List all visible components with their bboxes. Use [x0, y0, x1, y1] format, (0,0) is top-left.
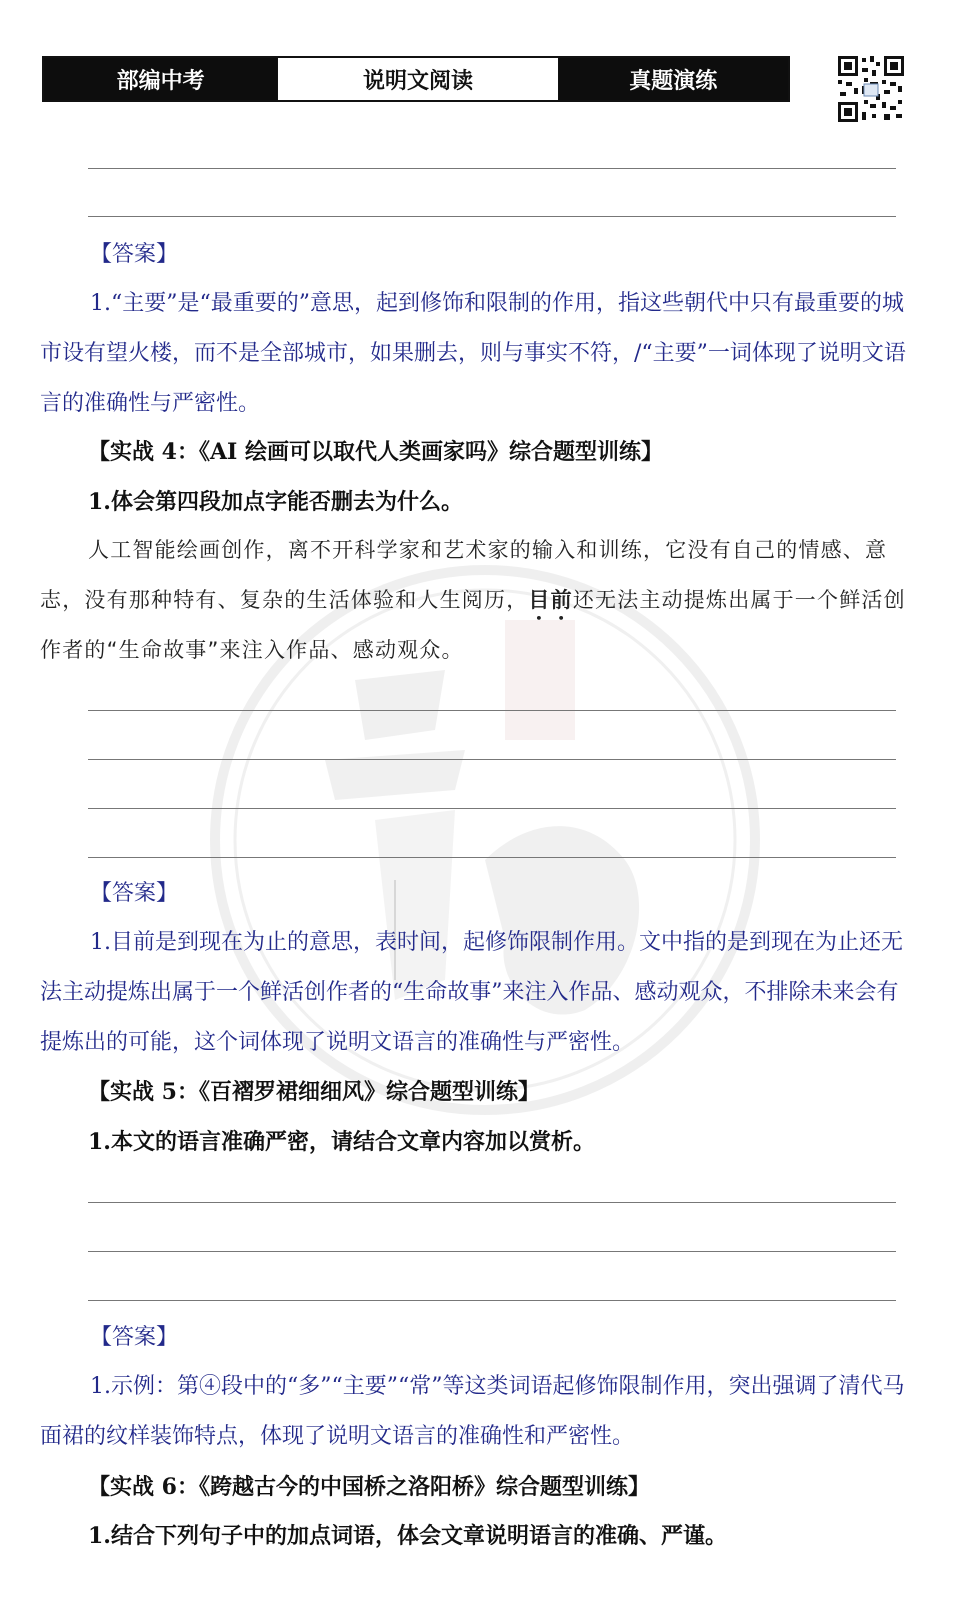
header-center-label: 说明文阅读 [277, 58, 558, 100]
answer-line [88, 1300, 896, 1301]
header-bar [42, 56, 790, 102]
answer-text: 1.目前是到现在为止的意思，表时间，起修饰限制作用。文中指的是到现在为止还无法主动提炼出属于一个鲜活创作者的“生命故事”来注入作品、感动观众，不排除未来会有提炼出的可能，这个词体现了说明文语言的准确性与严密性。 [40, 930, 903, 1055]
answer-tag: 【答案】 [90, 1325, 179, 1350]
answer-tag: 【答案】 [90, 881, 179, 906]
header-left-label: 部编中考 [44, 58, 277, 100]
header-right-label: 真题演练 [559, 58, 788, 100]
question-text: 1.本文的语言准确严密，请结合文章内容加以赏析。 [88, 1129, 595, 1155]
answer-line [88, 857, 896, 858]
question-text: 1.结合下列句子中的加点词语，体会文章说明语言的准确、严谨。 [88, 1523, 727, 1549]
answer-line [88, 710, 896, 711]
answer-line [88, 1202, 896, 1203]
answer-text: 1.“主要”是“最重要的”意思，起到修饰和限制的作用，指这些朝代中只有最重要的城市设有望火楼，而不是全部城市，如果删去，则与事实不符，/“主要”一词体现了说明文语言的准确性与严密性。 [40, 291, 906, 416]
answer-tag: 【答案】 [90, 242, 179, 267]
qr-code-icon [836, 54, 906, 124]
question-text: 1.体会第四段加点字能否删去为什么。 [88, 489, 463, 515]
answer-text: 1.示例：第④段中的“多”“主要”“常”等这类词语起修饰限制作用，突出强调了清代马面裙的纹样装饰特点，体现了说明文语言的准确性和严密性。 [40, 1374, 905, 1449]
answer-line [88, 759, 896, 760]
answer-line [88, 1251, 896, 1252]
answer-line [88, 808, 896, 809]
answer-line [88, 216, 896, 217]
section-title: 【实战 6：《跨越古今的中国桥之洛阳桥》综合题型训练】 [88, 1474, 650, 1500]
section-title: 【实战 4：《AI 绘画可以取代人类画家吗》综合题型训练】 [88, 439, 663, 465]
passage-text [40, 525, 912, 675]
passage-before: 人工智能绘画创作，离不开科学家和艺术家的输入和训练，它没有自己的情感、意志，没有那种特有、复杂的生活体验和人生阅历， [40, 538, 888, 612]
answer-line [88, 168, 896, 169]
section-title: 【实战 5：《百褶罗裙细细风》综合题型训练】 [88, 1079, 540, 1105]
passage-after: 还无法主动提炼出属于一个鲜活创作者的“生命故事”来注入作品、感动观众。 [40, 588, 906, 662]
dotted-word: 目前 [528, 588, 573, 612]
